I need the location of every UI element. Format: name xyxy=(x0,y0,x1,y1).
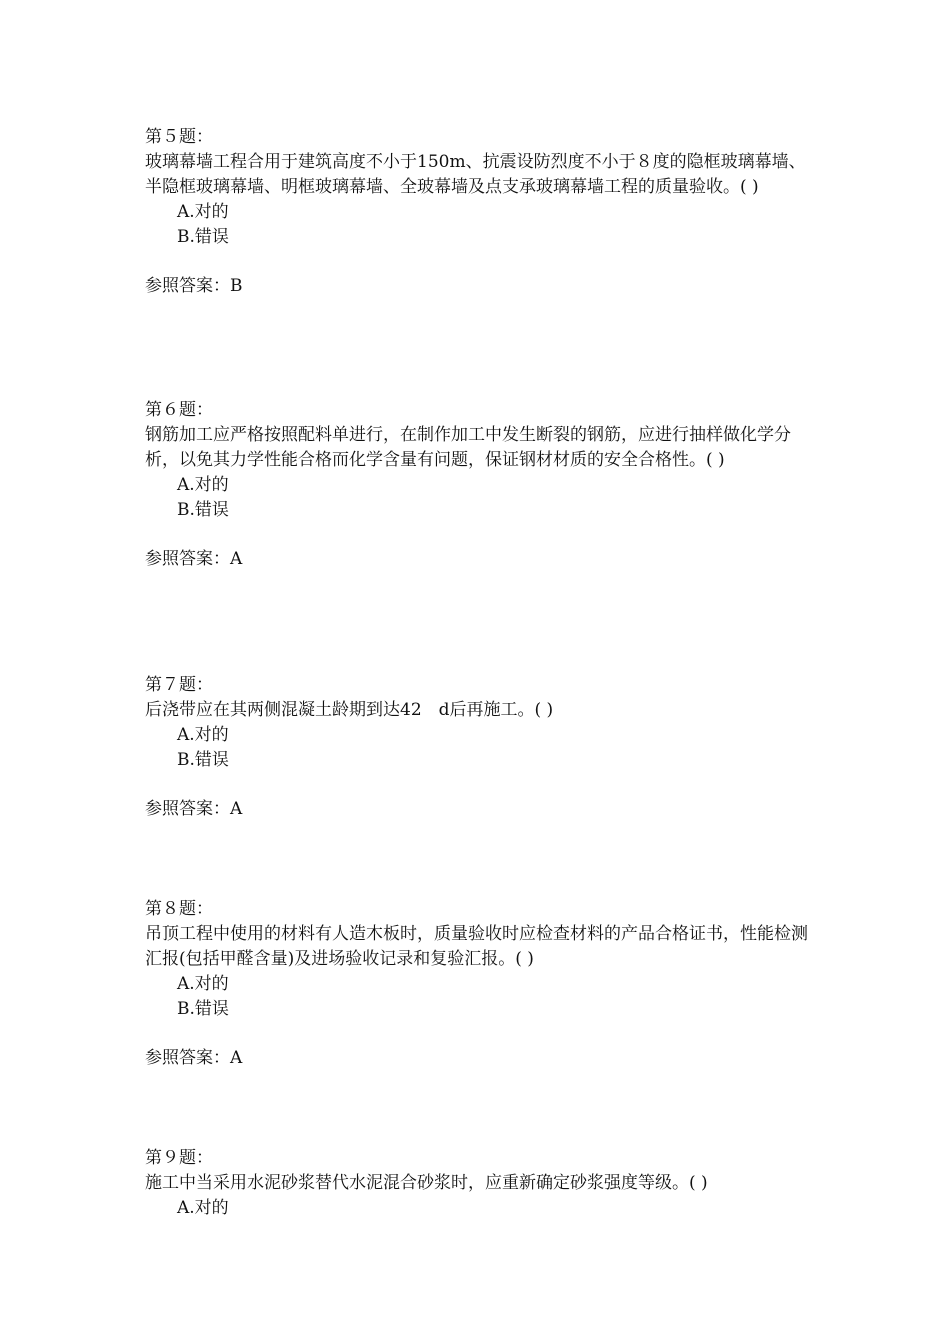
option-b: B.错误 xyxy=(177,750,229,770)
question-6 xyxy=(145,398,810,572)
question-stem: 施工中当采用水泥砂浆替代水泥混合砂浆时，应重新确定砂浆强度等级。( ) xyxy=(145,1173,708,1193)
question-heading: 第５题： xyxy=(145,127,213,147)
question-9 xyxy=(145,1146,810,1221)
option-a: A.对的 xyxy=(177,1198,229,1218)
reference-answer: 参照答案：B xyxy=(145,276,243,296)
question-stem: 玻璃幕墙工程合用于建筑高度不小于150m、抗震设防烈度不小于８度的隐框玻璃幕墙、半隐框玻璃幕墙、明框玻璃幕墙、全玻幕墙及点支承玻璃幕墙工程的质量验收。( ) xyxy=(145,152,806,197)
option-a: A.对的 xyxy=(177,725,229,745)
question-stem: 吊顶工程中使用的材料有人造木板时，质量验收时应检查材料的产品合格证书，性能检测汇报(包括甲醛含量)及进场验收记录和复验汇报。( ) xyxy=(145,924,808,969)
question-heading: 第９题： xyxy=(145,1148,213,1168)
option-a: A.对的 xyxy=(177,202,229,222)
option-b: B.错误 xyxy=(177,227,229,247)
reference-answer: 参照答案：A xyxy=(145,549,243,569)
question-5 xyxy=(145,125,810,299)
question-heading: 第６题： xyxy=(145,400,213,420)
question-stem: 钢筋加工应严格按照配料单进行，在制作加工中发生断裂的钢筋，应进行抽样做化学分析，以免其力学性能合格而化学含量有问题，保证钢材材质的安全合格性。( ) xyxy=(145,425,791,470)
option-a: A.对的 xyxy=(177,974,229,994)
question-7 xyxy=(145,673,810,822)
reference-answer: 参照答案：A xyxy=(145,1048,243,1068)
question-heading: 第７题： xyxy=(145,675,213,695)
reference-answer: 参照答案：A xyxy=(145,799,243,819)
question-heading: 第８题： xyxy=(145,899,213,919)
option-b: B.错误 xyxy=(177,500,229,520)
question-stem: 后浇带应在其两侧混凝土龄期到达42 d后再施工。( ) xyxy=(145,700,554,720)
option-b: B.错误 xyxy=(177,999,229,1019)
question-8 xyxy=(145,897,810,1071)
option-a: A.对的 xyxy=(177,475,229,495)
